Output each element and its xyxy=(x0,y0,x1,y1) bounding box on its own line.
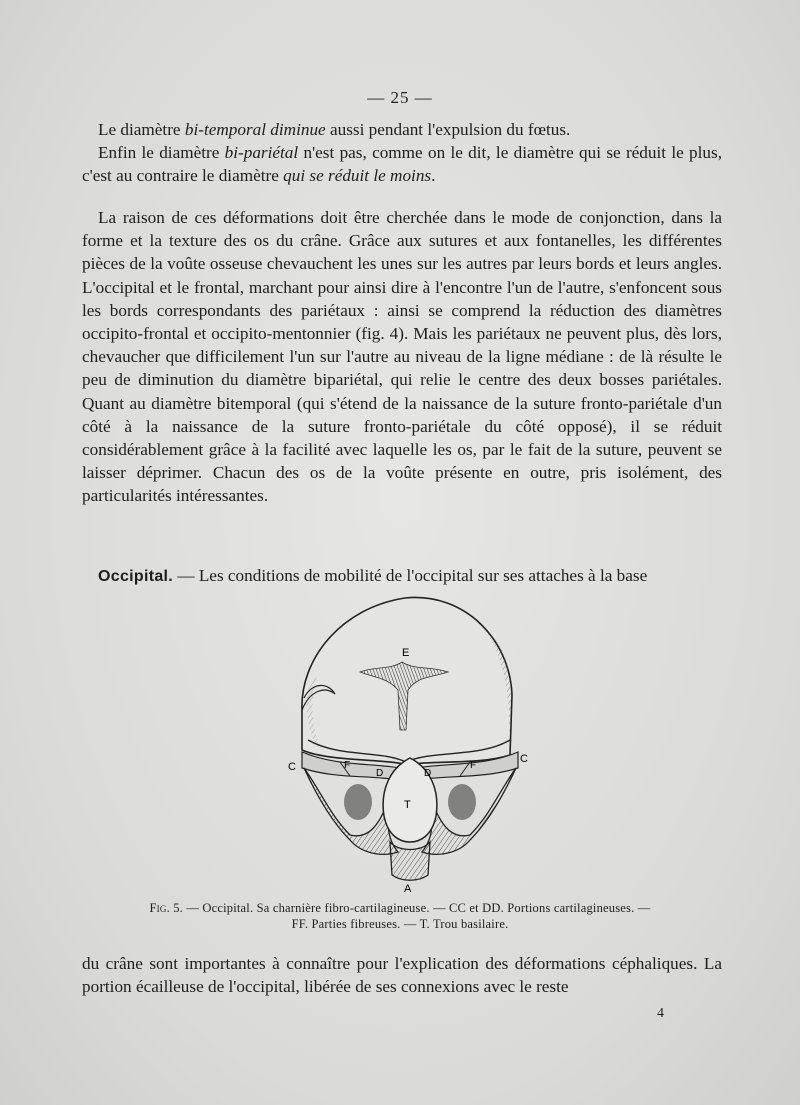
text-run: Enfin le diamètre xyxy=(98,143,225,163)
label-D-left: D xyxy=(376,768,384,779)
label-E: E xyxy=(402,647,410,659)
label-F-right: F xyxy=(470,760,477,771)
label-T: T xyxy=(404,799,411,811)
paragraph-bitemporal xyxy=(82,118,722,141)
paragraph-biparietal xyxy=(82,141,722,187)
continuation-paragraph xyxy=(82,952,722,998)
figure-caption xyxy=(90,900,710,932)
paragraph-occipital xyxy=(82,564,722,588)
caption-line-1 xyxy=(90,900,710,916)
text-run: — Les conditions de mobilité de l'occipital sur ses attaches à la base xyxy=(173,566,648,585)
italic-run: bi-temporal diminue xyxy=(184,120,326,139)
basilar-part xyxy=(390,842,430,880)
occipital-section xyxy=(82,564,722,588)
text-run: aussi pendant l'expulsion du fœtus. xyxy=(325,120,571,139)
text-run: . xyxy=(431,166,436,186)
text-run: Le diamètre xyxy=(98,120,185,139)
page-number: — 25 — xyxy=(367,88,433,107)
caption-text: — Occipital. Sa charnière fibro-cartilagineuse. — CC et DD. Portions cartilagineuses. — xyxy=(183,901,651,915)
italic-run: bi-pariétal xyxy=(224,143,299,163)
label-D-right: D xyxy=(424,768,432,779)
body-paragraph-raison xyxy=(82,206,722,508)
caption-line-2: FF. Parties fibreuses. — T. Trou basilaire. xyxy=(291,917,509,931)
text-run: n'est pas, comme on le dit, le diamètre qui se réduit le plus, c'est au contraire le diamètre xyxy=(82,143,722,186)
label-C-right: C xyxy=(520,753,528,765)
occipital-bone-illustration xyxy=(280,590,540,895)
signature-mark: 4 xyxy=(657,1006,664,1021)
section-heading: Occipital. xyxy=(98,568,174,585)
label-F-left: F xyxy=(344,760,351,771)
label-C-left: C xyxy=(288,761,296,773)
intro-paragraphs xyxy=(82,118,722,188)
label-A: A xyxy=(404,883,412,895)
figure-number: Fig. 5. xyxy=(149,901,183,915)
italic-run: qui se réduit le moins xyxy=(283,166,432,186)
paragraph-text: du crâne sont importantes à connaître pour l'explication des déformations céphaliques. La portion écailleuse de l'occipital, libérée de ses connexions avec le reste xyxy=(82,954,722,997)
paragraph-text: La raison de ces déformations doit être cherchée dans le mode de conjonction, dans la forme et la texture des os du crâne. Grâce aux sutures et aux fontanelles, les différentes pièces de la voûte osseuse chevauchent les unes sur les autres par leurs bords et leurs angles. L'occipital et le frontal, marchant pour ainsi dire à l'encontre l'un de l'autre, s'enfoncent sous les bords correspondants des pariétaux : ainsi se comprend la réduction des diamètres occipito-frontal et occipito-mentonnier (fig. 4). Mais les pariétaux ne peuvent plus, dès lors, chevaucher que difficilement l'un sur l'autre au niveau de la ligne médiane : de là résulte le peu de diminution du diamètre bipariétal, qui relie le centre des deux bosses pariétales. Quant au diamètre bitemporal (qui s'étend de la naissance de la suture fronto-pariétale d'un côté à la naissance de la suture fronto-pariétale du côté opposé), il se réduit considérablement grâce à la facilité avec laquelle les os, par le fait de la suture, peuvent se laisser déprimer. Chacun des os de la voûte présente en outre, pris isolément, des particularités intéressantes. xyxy=(82,208,722,506)
